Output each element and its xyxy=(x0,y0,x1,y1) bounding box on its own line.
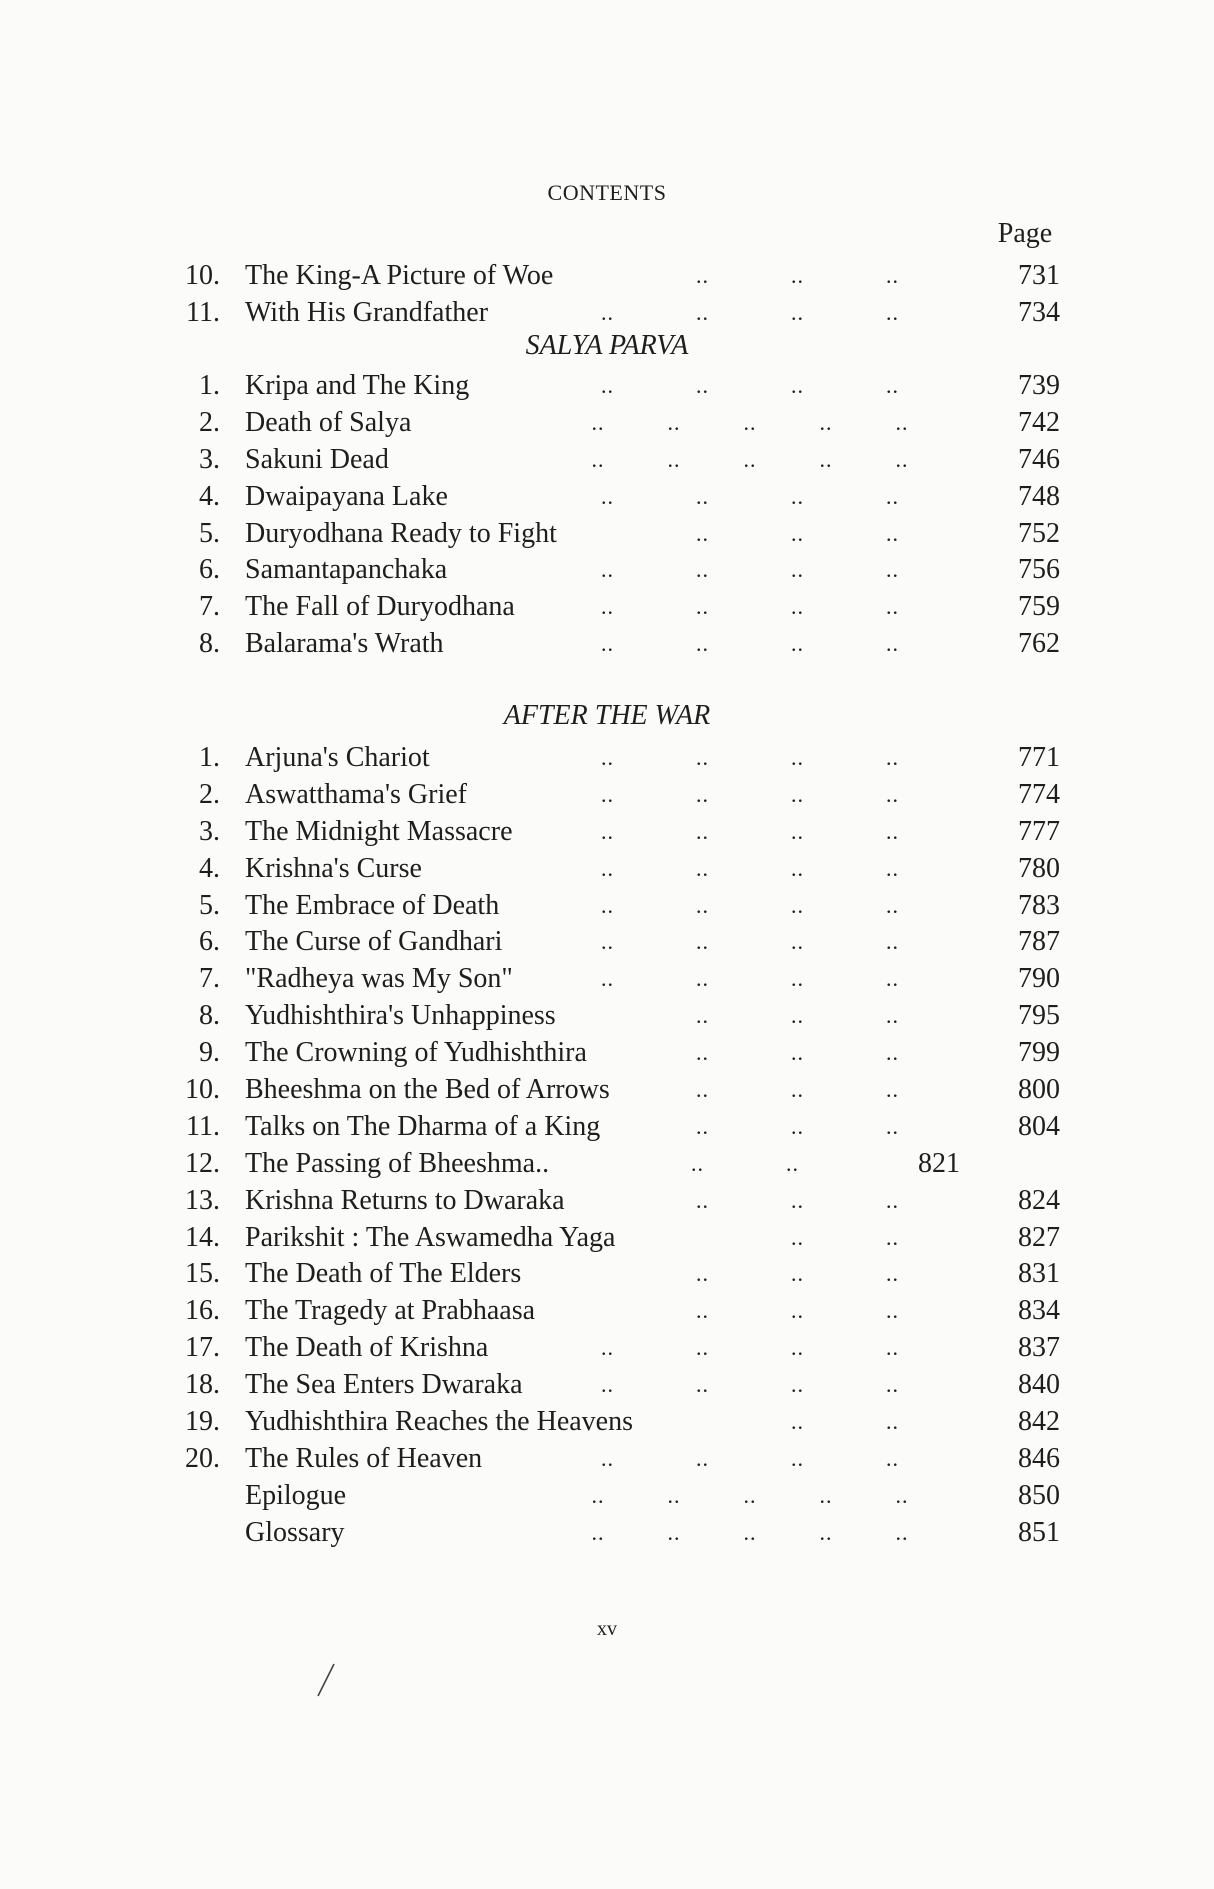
leader-dots: .. xyxy=(696,966,709,992)
leader-dots: .. xyxy=(791,781,804,807)
leader-dots: .. xyxy=(895,1482,909,1508)
leader-dots: .. xyxy=(791,631,804,657)
entry-title: Aswatthama's Grief xyxy=(245,778,467,810)
entry-page-number: 777 xyxy=(1018,815,1060,847)
toc-entry xyxy=(0,552,1214,589)
toc-entry xyxy=(0,405,1214,442)
entry-page-number: 783 xyxy=(1018,889,1060,921)
leader-dots: .. xyxy=(601,1445,614,1471)
leader-dots: .. xyxy=(696,1040,709,1066)
toc-entry xyxy=(0,479,1214,516)
entry-page-number: 734 xyxy=(1018,296,1060,328)
leader-dots: .. xyxy=(696,1187,709,1213)
entry-page-number: 799 xyxy=(1018,1037,1060,1069)
entry-number: 20. xyxy=(185,1442,220,1474)
leader-dots: .. xyxy=(696,1335,709,1361)
page-number-footer: xv xyxy=(597,1618,617,1640)
entry-number: 3. xyxy=(199,815,220,847)
entry-number: 19. xyxy=(185,1406,220,1438)
dot-leaders xyxy=(560,1330,940,1367)
dot-leaders xyxy=(560,924,940,961)
leader-dots: .. xyxy=(696,1077,709,1103)
toc-entry xyxy=(0,1293,1214,1330)
leader-dots: .. xyxy=(791,1187,804,1213)
leader-dots: .. xyxy=(601,818,614,844)
leader-dots: .. xyxy=(886,818,899,844)
dot-leaders xyxy=(560,740,940,777)
leader-dots: .. xyxy=(886,557,899,583)
toc-entry xyxy=(0,442,1214,479)
leader-dots: .. xyxy=(819,446,833,472)
entry-number: 8. xyxy=(199,628,220,660)
leader-dots: .. xyxy=(886,1113,899,1139)
leader-dots: .. xyxy=(667,1482,681,1508)
leader-dots: .. xyxy=(791,1003,804,1029)
entry-number: 9. xyxy=(199,1037,220,1069)
leader-dots: .. xyxy=(591,446,605,472)
entry-number: 4. xyxy=(199,852,220,884)
leader-dots: .. xyxy=(691,1150,704,1176)
toc-entry xyxy=(0,1072,1214,1109)
leader-dots: .. xyxy=(886,966,899,992)
leader-dots: .. xyxy=(791,929,804,955)
leader-dots: .. xyxy=(791,594,804,620)
entry-title: The Tragedy at Prabhaasa xyxy=(245,1295,536,1327)
entry-title: The Curse of Gandhari xyxy=(245,926,503,958)
entry-page-number: 840 xyxy=(1018,1369,1060,1401)
entry-title: The Rules of Heaven xyxy=(245,1442,483,1474)
entry-title: The Embrace of Death xyxy=(245,889,500,921)
entry-number: 11. xyxy=(186,296,220,328)
leader-dots: .. xyxy=(743,409,757,435)
toc-entry xyxy=(0,589,1214,626)
toc-entry xyxy=(0,516,1214,553)
entry-number: 18. xyxy=(185,1369,220,1401)
entry-number: 1. xyxy=(199,370,220,401)
dot-leaders xyxy=(560,442,940,479)
dot-leaders xyxy=(560,479,940,516)
leader-dots: .. xyxy=(696,892,709,918)
toc-group xyxy=(0,368,1214,663)
leader-dots: .. xyxy=(601,299,614,325)
dot-leaders xyxy=(560,1256,940,1293)
leader-dots: .. xyxy=(601,966,614,992)
leader-dots: .. xyxy=(743,446,757,472)
leader-dots: .. xyxy=(667,409,681,435)
leader-dots: .. xyxy=(696,855,709,881)
entry-title: Death of Salya xyxy=(245,406,412,438)
entry-page-number: 780 xyxy=(1018,852,1060,884)
leader-dots: .. xyxy=(696,1003,709,1029)
leader-dots: .. xyxy=(696,263,709,288)
page-column-label: Page xyxy=(997,218,1053,249)
leader-dots: .. xyxy=(696,929,709,955)
toc-entry xyxy=(0,1146,1214,1183)
entry-number: 8. xyxy=(199,1000,220,1032)
entry-title: Talks on The Dharma of a King xyxy=(245,1110,601,1142)
leader-dots: .. xyxy=(886,520,899,546)
entry-number: 7. xyxy=(199,591,220,623)
leader-dots: .. xyxy=(696,631,709,657)
entry-title: Glossary xyxy=(245,1516,345,1548)
leader-dots: .. xyxy=(886,745,899,770)
entry-page-number: 790 xyxy=(1018,963,1060,995)
toc-entry xyxy=(0,961,1214,998)
entry-title: The Death of The Elders xyxy=(245,1258,522,1290)
leader-dots: .. xyxy=(696,1261,709,1287)
toc-entry xyxy=(0,1035,1214,1072)
entry-number: 6. xyxy=(199,554,220,586)
entry-title: Parikshit : The Aswamedha Yaga xyxy=(245,1221,616,1253)
leader-dots: .. xyxy=(743,1519,757,1545)
leader-dots: .. xyxy=(791,1113,804,1139)
leader-dots: .. xyxy=(601,373,614,398)
leader-dots: .. xyxy=(886,1335,899,1361)
leader-dots: .. xyxy=(667,1519,681,1545)
dot-leaders xyxy=(560,1367,940,1404)
leader-dots: .. xyxy=(886,929,899,955)
leader-dots: .. xyxy=(601,781,614,807)
leader-dots: .. xyxy=(886,594,899,620)
leader-dots: .. xyxy=(601,483,614,509)
leader-dots: .. xyxy=(696,299,709,325)
toc-entry xyxy=(0,1478,1214,1515)
dot-leaders xyxy=(560,814,940,851)
leader-dots: .. xyxy=(696,557,709,583)
leader-dots: .. xyxy=(696,745,709,770)
entry-number: 16. xyxy=(185,1295,220,1327)
leader-dots: .. xyxy=(601,745,614,770)
leader-dots: .. xyxy=(791,818,804,844)
leader-dots: .. xyxy=(591,1482,605,1508)
leader-dots: .. xyxy=(591,1519,605,1545)
leader-dots: .. xyxy=(886,1409,899,1435)
entry-number: 17. xyxy=(185,1332,220,1364)
entry-title: With His Grandfather xyxy=(245,296,489,328)
entry-page-number: 746 xyxy=(1018,443,1060,475)
leader-dots: .. xyxy=(601,892,614,918)
leader-dots: .. xyxy=(791,299,804,325)
leader-dots: .. xyxy=(667,446,681,472)
leader-dots: .. xyxy=(791,966,804,992)
leader-dots: .. xyxy=(791,1335,804,1361)
page-heading: CONTENTS xyxy=(547,180,667,205)
toc-group xyxy=(0,740,1214,1552)
leader-dots: .. xyxy=(895,409,909,435)
leader-dots: .. xyxy=(886,1077,899,1103)
entry-title: Yudhishthira Reaches the Heavens xyxy=(245,1406,633,1438)
leader-dots: .. xyxy=(696,1372,709,1398)
entry-title: Kripa and The King xyxy=(245,370,470,401)
dot-leaders xyxy=(560,1404,940,1441)
toc-group xyxy=(0,258,1214,332)
toc-entry xyxy=(0,626,1214,663)
entry-page-number: 846 xyxy=(1018,1442,1060,1474)
leader-dots: .. xyxy=(895,1519,909,1545)
entry-page-number: 834 xyxy=(1018,1295,1060,1327)
toc-entry xyxy=(0,368,1214,405)
entry-page-number: 752 xyxy=(1018,517,1060,549)
leader-dots: .. xyxy=(791,892,804,918)
entry-title: The Death of Krishna xyxy=(245,1332,489,1364)
entry-title: Krishna Returns to Dwaraka xyxy=(245,1184,565,1216)
section-heading: SALYA PARVA xyxy=(525,330,689,361)
dot-leaders xyxy=(560,1146,840,1183)
entry-page-number: 851 xyxy=(1018,1516,1060,1548)
toc-entry xyxy=(0,777,1214,814)
entry-number: 5. xyxy=(199,517,220,549)
dot-leaders xyxy=(560,1183,940,1220)
dot-leaders xyxy=(560,1515,940,1552)
leader-dots: .. xyxy=(696,1445,709,1471)
leader-dots: .. xyxy=(791,373,804,398)
toc-entry xyxy=(0,1367,1214,1404)
leader-dots: .. xyxy=(886,373,899,398)
entry-title: Dwaipayana Lake xyxy=(245,480,448,512)
leader-dots: .. xyxy=(886,1445,899,1471)
leader-dots: .. xyxy=(819,1519,833,1545)
dot-leaders xyxy=(560,295,940,332)
dot-leaders xyxy=(560,1072,940,1109)
leader-dots: .. xyxy=(696,1113,709,1139)
leader-dots: .. xyxy=(886,483,899,509)
leader-dots: .. xyxy=(895,446,909,472)
leader-dots: .. xyxy=(601,1335,614,1361)
dot-leaders xyxy=(560,1220,940,1257)
dot-leaders xyxy=(560,1109,940,1146)
toc-entry xyxy=(0,851,1214,888)
entry-page-number: 795 xyxy=(1018,1000,1060,1032)
entry-title: The Fall of Duryodhana xyxy=(245,591,515,623)
entry-title: Krishna's Curse xyxy=(245,852,422,884)
entry-number: 6. xyxy=(199,926,220,958)
entry-number: 1. xyxy=(199,742,220,773)
entry-page-number: 842 xyxy=(1018,1406,1060,1438)
entry-number: 14. xyxy=(185,1221,220,1253)
entry-number: 10. xyxy=(185,260,220,291)
entry-title: Samantapanchaka xyxy=(245,554,448,586)
entry-number: 5. xyxy=(199,889,220,921)
toc-entry xyxy=(0,1441,1214,1478)
entry-number: 2. xyxy=(199,406,220,438)
dot-leaders xyxy=(560,552,940,589)
leader-dots: .. xyxy=(819,1482,833,1508)
leader-dots: .. xyxy=(886,1224,899,1250)
dot-leaders xyxy=(560,1293,940,1330)
leader-dots: .. xyxy=(791,745,804,770)
leader-dots: .. xyxy=(886,1040,899,1066)
entry-title: Bheeshma on the Bed of Arrows xyxy=(245,1074,610,1106)
entry-title: Duryodhana Ready to Fight xyxy=(245,517,557,549)
leader-dots: .. xyxy=(886,1187,899,1213)
leader-dots: .. xyxy=(886,892,899,918)
leader-dots: .. xyxy=(601,929,614,955)
leader-dots: .. xyxy=(601,1372,614,1398)
dot-leaders xyxy=(560,998,940,1035)
leader-dots: .. xyxy=(791,1040,804,1066)
leader-dots: .. xyxy=(696,818,709,844)
leader-dots: .. xyxy=(696,373,709,398)
entry-page-number: 824 xyxy=(1018,1184,1060,1216)
leader-dots: .. xyxy=(696,520,709,546)
entry-page-number: 837 xyxy=(1018,1332,1060,1364)
entry-title: The Passing of Bheeshma.. xyxy=(245,1147,550,1179)
entry-page-number: 821 xyxy=(918,1147,960,1179)
leader-dots: .. xyxy=(886,1298,899,1324)
entry-page-number: 850 xyxy=(1018,1479,1060,1511)
leader-dots: .. xyxy=(791,557,804,583)
entry-title: The Sea Enters Dwaraka xyxy=(245,1369,523,1401)
toc-entry xyxy=(0,888,1214,925)
entry-page-number: 756 xyxy=(1018,554,1060,586)
entry-number: 10. xyxy=(185,1074,220,1106)
leader-dots: .. xyxy=(886,781,899,807)
toc-entry xyxy=(0,1404,1214,1441)
leader-dots: .. xyxy=(886,1261,899,1287)
entry-number: 11. xyxy=(186,1110,220,1142)
leader-dots: .. xyxy=(601,631,614,657)
entry-page-number: 827 xyxy=(1018,1221,1060,1253)
leader-dots: .. xyxy=(696,1298,709,1324)
entry-page-number: 739 xyxy=(1018,370,1060,401)
leader-dots: .. xyxy=(886,1003,899,1029)
leader-dots: .. xyxy=(791,1224,804,1250)
leader-dots: .. xyxy=(791,1298,804,1324)
entry-title: The Crowning of Yudhishthira xyxy=(245,1037,587,1069)
leader-dots: .. xyxy=(791,263,804,288)
leader-dots: .. xyxy=(791,855,804,881)
entry-number: 13. xyxy=(185,1184,220,1216)
leader-dots: .. xyxy=(819,409,833,435)
dot-leaders xyxy=(560,1478,940,1515)
toc-entry xyxy=(0,740,1214,777)
toc-entry xyxy=(0,1109,1214,1146)
entry-page-number: 800 xyxy=(1018,1074,1060,1106)
toc-entry xyxy=(0,1515,1214,1552)
entry-title: Sakuni Dead xyxy=(245,443,389,475)
toc-entry xyxy=(0,924,1214,961)
entry-number: 2. xyxy=(199,778,220,810)
entry-title: "Radheya was My Son" xyxy=(245,963,513,995)
dot-leaders xyxy=(560,1035,940,1072)
toc-entry xyxy=(0,1256,1214,1293)
entry-title: The Midnight Massacre xyxy=(245,815,513,847)
leader-dots: .. xyxy=(791,1261,804,1287)
leader-dots: .. xyxy=(791,1077,804,1103)
leader-dots: .. xyxy=(601,594,614,620)
entry-page-number: 831 xyxy=(1018,1258,1060,1290)
leader-dots: .. xyxy=(791,1445,804,1471)
leader-dots: .. xyxy=(601,855,614,881)
entry-title: Arjuna's Chariot xyxy=(245,742,430,773)
dot-leaders xyxy=(560,626,940,663)
toc-entry xyxy=(0,814,1214,851)
leader-dots: .. xyxy=(886,299,899,325)
entry-page-number: 742 xyxy=(1018,406,1060,438)
leader-dots: .. xyxy=(886,855,899,881)
toc-entry xyxy=(0,1220,1214,1257)
toc-entry xyxy=(0,295,1214,332)
dot-leaders xyxy=(560,589,940,626)
entry-page-number: 762 xyxy=(1018,628,1060,660)
dot-leaders xyxy=(560,368,940,405)
entry-page-number: 774 xyxy=(1018,778,1060,810)
toc-entry xyxy=(0,258,1214,295)
entry-page-number: 731 xyxy=(1018,260,1060,291)
dot-leaders xyxy=(560,405,940,442)
dot-leaders xyxy=(560,258,940,295)
leader-dots: .. xyxy=(791,1409,804,1435)
entry-title: Yudhishthira's Unhappiness xyxy=(245,1000,556,1032)
entry-page-number: 787 xyxy=(1018,926,1060,958)
leader-dots: .. xyxy=(786,1150,799,1176)
pen-stroke-mark xyxy=(310,1660,340,1700)
toc-entry xyxy=(0,1183,1214,1220)
dot-leaders xyxy=(560,851,940,888)
section-heading: AFTER THE WAR xyxy=(503,700,711,731)
entry-number: 12. xyxy=(185,1147,220,1179)
leader-dots: .. xyxy=(791,483,804,509)
entry-page-number: 771 xyxy=(1018,742,1060,773)
entry-number: 7. xyxy=(199,963,220,995)
dot-leaders xyxy=(560,888,940,925)
leader-dots: .. xyxy=(743,1482,757,1508)
leader-dots: .. xyxy=(886,1372,899,1398)
entry-title: Balarama's Wrath xyxy=(245,628,444,660)
entry-page-number: 759 xyxy=(1018,591,1060,623)
leader-dots: .. xyxy=(696,594,709,620)
toc-entry xyxy=(0,998,1214,1035)
leader-dots: .. xyxy=(791,1372,804,1398)
leader-dots: .. xyxy=(886,631,899,657)
leader-dots: .. xyxy=(591,409,605,435)
entry-page-number: 748 xyxy=(1018,480,1060,512)
dot-leaders xyxy=(560,777,940,814)
entry-title: Epilogue xyxy=(245,1479,347,1511)
dot-leaders xyxy=(560,1441,940,1478)
leader-dots: .. xyxy=(886,263,899,288)
leader-dots: .. xyxy=(696,781,709,807)
leader-dots: .. xyxy=(696,483,709,509)
dot-leaders xyxy=(560,516,940,553)
entry-page-number: 804 xyxy=(1018,1110,1060,1142)
entry-number: 3. xyxy=(199,443,220,475)
entry-number: 15. xyxy=(185,1258,220,1290)
entry-title: The King-A Picture of Woe xyxy=(245,260,554,291)
dot-leaders xyxy=(560,961,940,998)
leader-dots: .. xyxy=(601,557,614,583)
entry-number: 4. xyxy=(199,480,220,512)
leader-dots: .. xyxy=(791,520,804,546)
toc-entry xyxy=(0,1330,1214,1367)
